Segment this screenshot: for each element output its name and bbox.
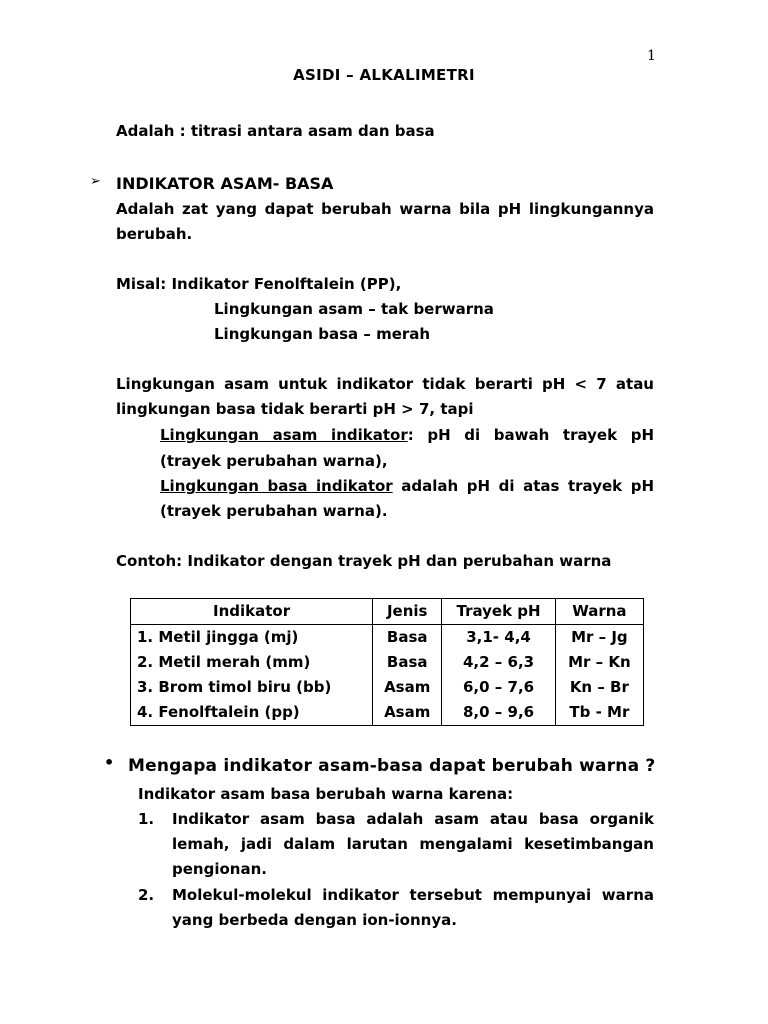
indicator-definition-line: Adalah zat yang dapat berubah warna bila pH lingkungannya [116,200,654,218]
table-cell: 4,2 – 6,3 [442,650,555,675]
list-item-line: lemah, jadi dalam larutan mengalami kesetimbangan [172,835,654,853]
table-cell: Asam [373,675,442,700]
table-header-row [131,599,644,625]
bullet-icon: • [104,753,115,772]
base-environment-line [160,474,654,499]
list-item-line: yang berbeda dengan ion-ionnya. [172,911,457,929]
table-cell: Basa [373,625,442,651]
arrow-bullet-icon: ➢ [90,174,101,189]
column-header: Jenis [373,599,442,625]
column-header: Trayek pH [442,599,555,625]
table-caption: Contoh: Indikator dengan trayek pH dan perubahan warna [116,552,612,570]
table-cell: 8,0 – 9,6 [442,700,555,726]
reason-intro: Indikator asam basa berubah warna karena: [138,785,514,803]
indicator-section-heading: INDIKATOR ASAM- BASA [116,174,334,193]
table-cell: 6,0 – 7,6 [442,675,555,700]
list-number: 1. [138,810,155,828]
base-environment-text: adalah pH di atas trayek pH [392,477,654,495]
list-item-line: pengionan. [172,860,267,878]
acid-environment-line: (trayek perubahan warna), [160,452,388,470]
list-item-line: Indikator asam basa adalah asam atau basa organik [172,810,654,828]
example-line: Lingkungan asam – tak berwarna [214,300,494,318]
environment-line: Lingkungan asam untuk indikator tidak berarti pH < 7 atau [116,375,654,393]
table-cell: 3. Brom timol biru (bb) [131,675,373,700]
question-heading: Mengapa indikator asam-basa dapat berubah warna ? [128,756,656,776]
column-header: Indikator [131,599,373,625]
base-environment-label: Lingkungan basa indikator [160,477,393,495]
table-cell: 4. Fenolftalein (pp) [131,700,373,726]
page-title: ASIDI – ALKALIMETRI [293,66,475,84]
indicator-table [130,598,644,726]
base-environment-line: (trayek perubahan warna). [160,502,388,520]
list-number: 2. [138,886,155,904]
table-cell: 2. Metil merah (mm) [131,650,373,675]
acid-environment-text: : pH di bawah trayek pH [407,426,654,444]
table-cell: 3,1- 4,4 [442,625,555,651]
list-item-line: Molekul-molekul indikator tersebut mempunyai warna [172,886,654,904]
table-row [131,700,644,726]
table-cell: Mr – Jg [555,625,643,651]
table-cell: Mr – Kn [555,650,643,675]
column-header: Warna [555,599,643,625]
table-row [131,625,644,651]
table-row [131,675,644,700]
acid-environment-line [160,423,654,448]
table-cell: 1. Metil jingga (mj) [131,625,373,651]
table-row [131,650,644,675]
page-number: 1 [647,48,656,64]
table-cell: Kn – Br [555,675,643,700]
table-cell: Basa [373,650,442,675]
example-line: Lingkungan basa – merah [214,325,431,343]
indicator-definition-line: berubah. [116,225,193,243]
table-cell: Asam [373,700,442,726]
table-cell: Tb - Mr [555,700,643,726]
example-line: Misal: Indikator Fenolftalein (PP), [116,275,402,293]
environment-line: lingkungan basa tidak berarti pH > 7, tapi [116,400,474,418]
acid-environment-label: Lingkungan asam indikator [160,426,408,444]
definition-text: Adalah : titrasi antara asam dan basa [116,122,435,140]
